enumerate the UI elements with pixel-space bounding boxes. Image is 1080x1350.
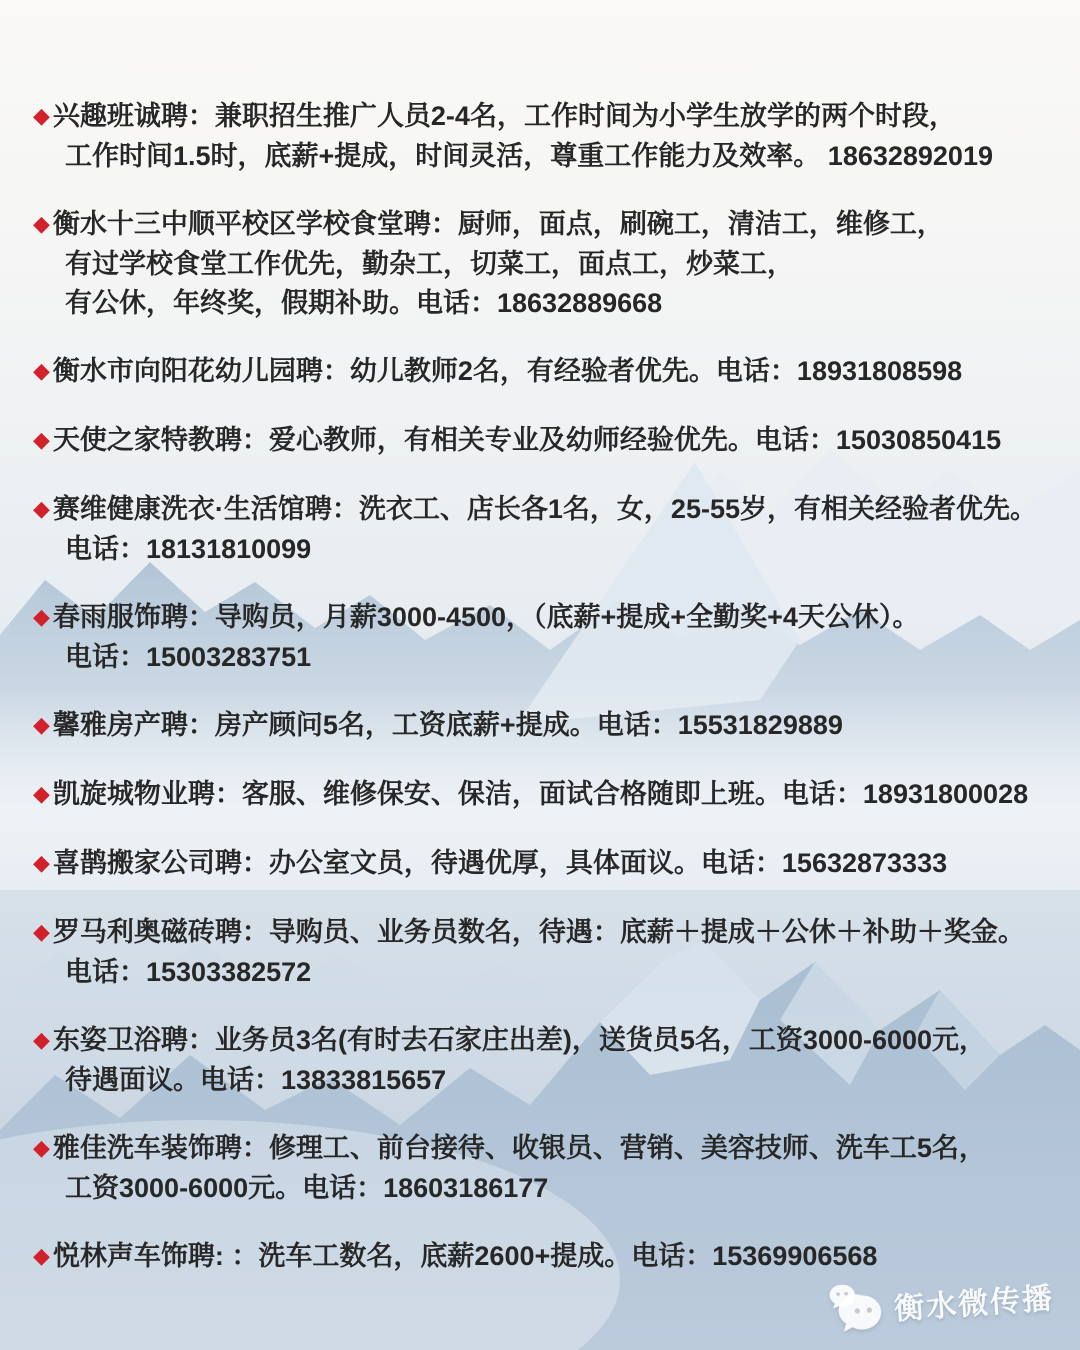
listing-text: 馨雅房产聘：房产顾问5名，工资底薪+提成。电话：15531829889 xyxy=(52,710,843,740)
listing-continuation-line xyxy=(33,1061,1072,1100)
listing-text: 喜鹊搬家公司聘：办公室文员，待遇优厚，具体面议。电话：15632873333 xyxy=(52,848,948,878)
job-listing xyxy=(33,490,1072,569)
listing-text: 天使之家特教聘：爱心教师，有相关专业及幼师经验优先。电话：15030850415 xyxy=(52,425,1002,455)
listing-continuation-line xyxy=(33,953,1072,992)
listing-first-line xyxy=(33,1129,1072,1169)
job-listing xyxy=(33,598,1072,677)
diamond-bullet-icon: ◆ xyxy=(33,1243,50,1268)
diamond-bullet-icon: ◆ xyxy=(33,358,50,383)
job-listing xyxy=(33,844,1072,884)
job-listing xyxy=(33,775,1072,815)
diamond-bullet-icon: ◆ xyxy=(33,712,50,737)
listing-first-line xyxy=(33,421,1072,461)
listing-continuation-line xyxy=(33,245,1072,284)
job-listing xyxy=(33,421,1072,461)
listing-text: 有公休，年终奖，假期补助。电话：18632889668 xyxy=(65,288,663,318)
listing-first-line xyxy=(33,352,1072,392)
watermark-label: 衡水微传播 xyxy=(893,1282,1056,1327)
listing-text: 衡水十三中顺平校区学校食堂聘：厨师，面点，刷碗工，清洁工，维修工， xyxy=(52,209,944,239)
diamond-bullet-icon: ◆ xyxy=(33,604,50,629)
listing-first-line xyxy=(33,490,1072,530)
listing-text: 工作时间1.5时，底薪+提成，时间灵活，尊重工作能力及效率。 18632892019 xyxy=(65,141,993,171)
diamond-bullet-icon: ◆ xyxy=(33,427,50,452)
listing-continuation-line xyxy=(33,530,1072,569)
listing-first-line xyxy=(33,97,1072,137)
listing-first-line xyxy=(33,775,1072,815)
listing-continuation-line xyxy=(33,284,1072,323)
job-listing xyxy=(33,1021,1072,1100)
listing-continuation-line xyxy=(33,638,1072,677)
listing-first-line xyxy=(33,1237,1072,1277)
job-listing xyxy=(33,205,1072,323)
listing-text: 东姿卫浴聘：业务员3名(有时去石家庄出差)，送货员5名，工资3000-6000元， xyxy=(52,1025,987,1055)
listing-first-line xyxy=(33,844,1072,884)
job-listings xyxy=(33,97,1072,1306)
listing-first-line xyxy=(33,205,1072,245)
diamond-bullet-icon: ◆ xyxy=(33,850,50,875)
diamond-bullet-icon: ◆ xyxy=(33,211,50,236)
listing-text: 电话：18131810099 xyxy=(65,534,312,564)
wechat-icon xyxy=(827,1280,889,1338)
job-listing xyxy=(33,352,1072,392)
listing-text: 悦林声车饰聘: ：洗车工数名，底薪2600+提成。电话：15369906568 xyxy=(52,1241,878,1271)
job-listing xyxy=(33,913,1072,992)
listing-text: 赛维健康洗衣·生活馆聘：洗衣工、店长各1名，女，25-55岁，有相关经验者优先。 xyxy=(52,494,1037,524)
listing-text: 电话：15303382572 xyxy=(65,957,312,987)
listing-text: 春雨服饰聘：导购员，月薪3000-4500，（底薪+提成+全勤奖+4天公休）。 xyxy=(52,602,920,632)
listing-text: 工资3000-6000元。电话：18603186177 xyxy=(65,1173,549,1203)
listing-text: 凯旋城物业聘：客服、维修保安、保洁，面试合格随即上班。电话：18931800028 xyxy=(52,779,1029,809)
listing-text: 衡水市向阳花幼儿园聘：幼儿教师2名，有经验者优先。电话：18931808598 xyxy=(52,356,963,386)
diamond-bullet-icon: ◆ xyxy=(33,496,50,521)
listing-text: 罗马利奥磁砖聘：导购员、业务员数名，待遇：底薪＋提成＋公休＋补助＋奖金。 xyxy=(52,917,1025,947)
listing-first-line xyxy=(33,1021,1072,1061)
listing-text: 电话：15003283751 xyxy=(65,642,312,672)
diamond-bullet-icon: ◆ xyxy=(33,1027,50,1052)
listing-text: 兴趣班诚聘：兼职招生推广人员2-4名，工作时间为小学生放学的两个时段， xyxy=(52,101,956,131)
diamond-bullet-icon: ◆ xyxy=(33,781,50,806)
listing-continuation-line xyxy=(33,1169,1072,1208)
diamond-bullet-icon: ◆ xyxy=(33,103,50,128)
listing-continuation-line xyxy=(33,137,1072,176)
diamond-bullet-icon: ◆ xyxy=(33,1135,50,1160)
job-listing xyxy=(33,1129,1072,1208)
listing-first-line xyxy=(33,706,1072,746)
listing-text: 有过学校食堂工作优先，勤杂工，切菜工，面点工，炒菜工， xyxy=(65,249,794,279)
listing-text: 雅佳洗车装饰聘：修理工、前台接待、收银员、营销、美容技师、洗车工5名， xyxy=(52,1133,986,1163)
diamond-bullet-icon: ◆ xyxy=(33,919,50,944)
job-listing xyxy=(33,97,1072,176)
listing-first-line xyxy=(33,598,1072,638)
listing-first-line xyxy=(33,913,1072,953)
listing-text: 待遇面议。电话：13833815657 xyxy=(65,1065,447,1095)
job-listing xyxy=(33,1237,1072,1277)
job-listing xyxy=(33,706,1072,746)
